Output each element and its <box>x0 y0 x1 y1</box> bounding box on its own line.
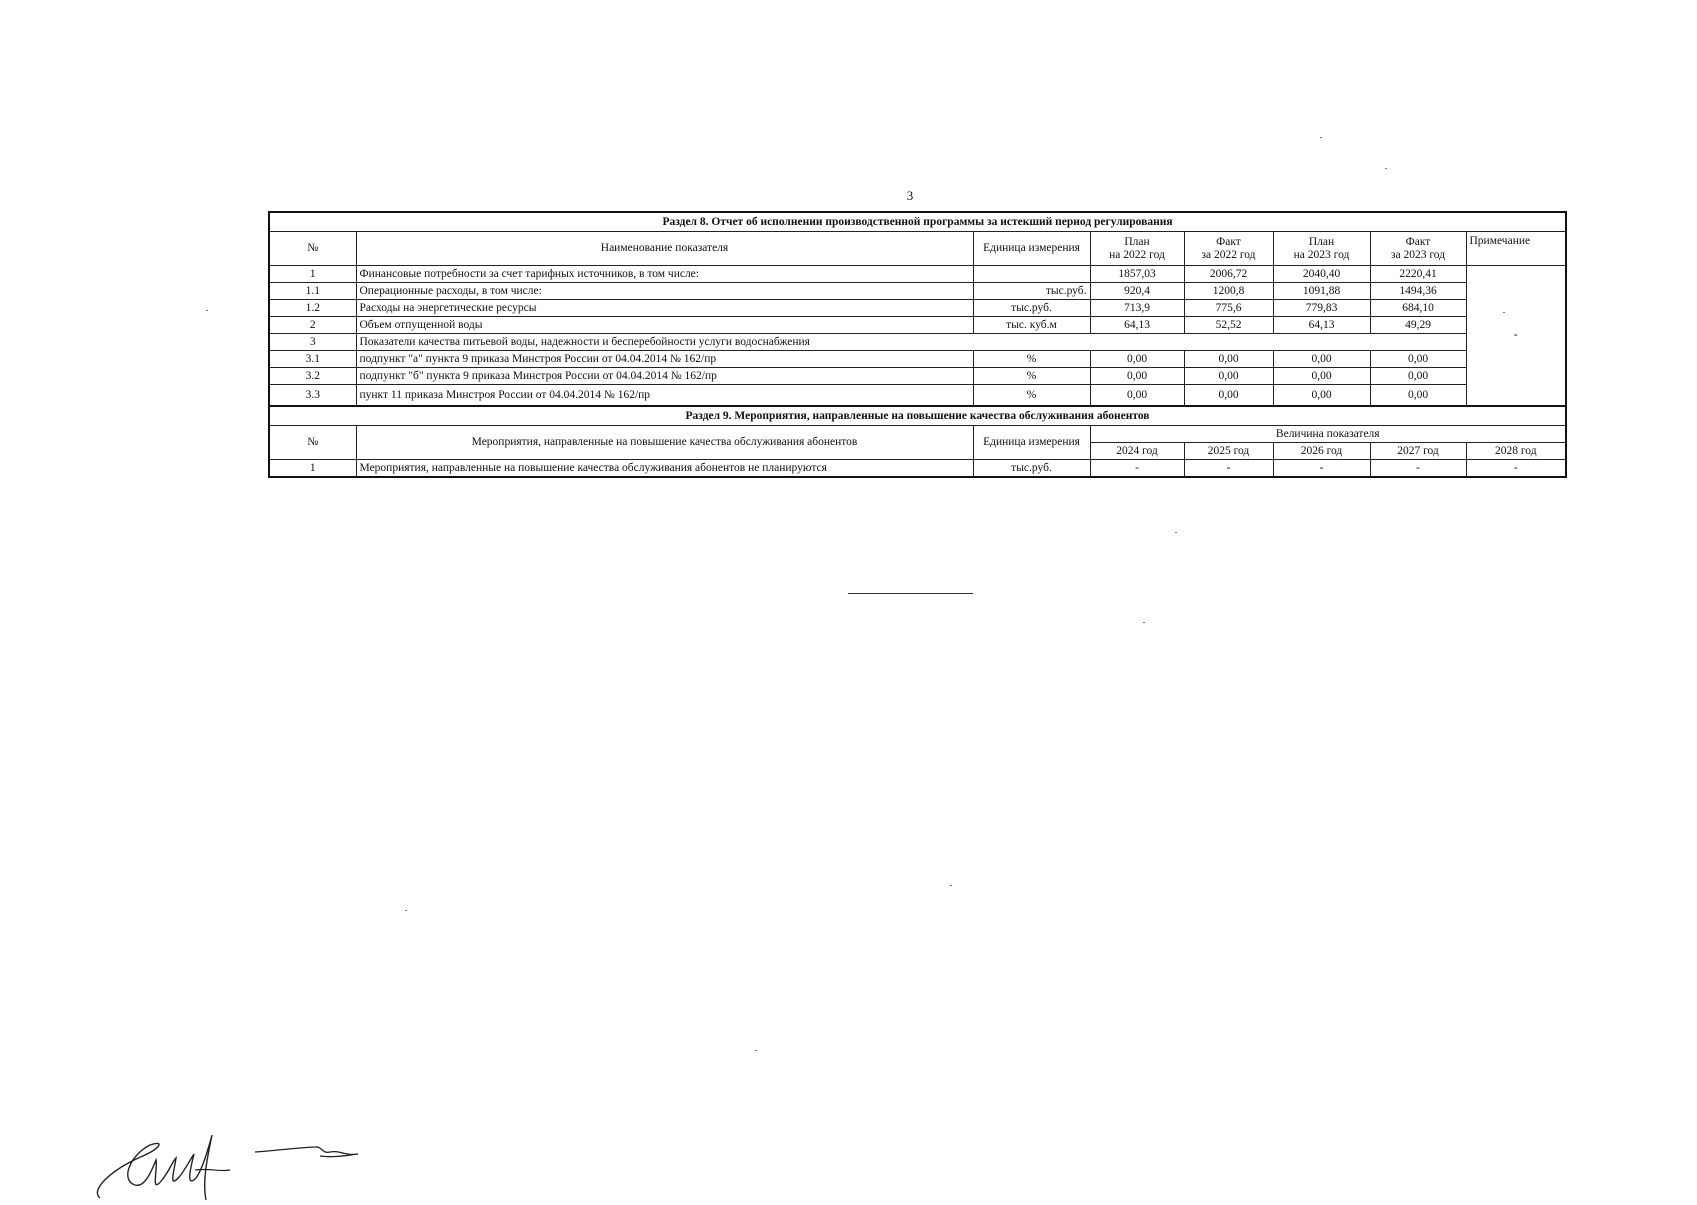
row-unit: тыс. куб.м <box>973 317 1090 334</box>
row-value: - <box>1466 460 1566 478</box>
row-num: 3.3 <box>269 385 356 407</box>
header-name: Наименование показателя <box>356 232 973 266</box>
row-plan-2023: 64,13 <box>1273 317 1370 334</box>
row-fact-2023: 0,00 <box>1370 351 1466 368</box>
header-num: № <box>269 426 356 460</box>
row-value: - <box>1184 460 1273 478</box>
row-plan-2022: 64,13 <box>1090 317 1184 334</box>
row-plan-2023: 0,00 <box>1273 385 1370 407</box>
row-fact-2022: 0,00 <box>1184 351 1273 368</box>
scan-speck <box>206 310 208 311</box>
section9-header-row <box>269 426 1566 443</box>
header-year: 2028 год <box>1466 443 1566 460</box>
row-unit: % <box>973 368 1090 385</box>
header-year: 2025 год <box>1184 443 1273 460</box>
header-year: 2027 год <box>1370 443 1466 460</box>
scan-speck <box>755 1050 757 1051</box>
header-note: Примечание <box>1466 232 1566 266</box>
row-num: 3 <box>269 334 356 351</box>
table-row <box>269 300 1566 317</box>
row-plan-2023: 0,00 <box>1273 368 1370 385</box>
header-num: № <box>269 232 356 266</box>
row-plan-2023: 0,00 <box>1273 351 1370 368</box>
row-name: пункт 11 приказа Минстроя России от 04.04.2014 № 162/пр <box>356 385 973 407</box>
row-plan-2022: 0,00 <box>1090 351 1184 368</box>
row-value: - <box>1273 460 1370 478</box>
row-fact-2022: 1200,8 <box>1184 283 1273 300</box>
row-name: Объем отпущенной воды <box>356 317 973 334</box>
header-name: Мероприятия, направленные на повышение качества обслуживания абонентов <box>356 426 973 460</box>
row-unit: % <box>973 351 1090 368</box>
row-fact-2023: 49,29 <box>1370 317 1466 334</box>
row-num: 3.2 <box>269 368 356 385</box>
scan-speck <box>1320 137 1322 138</box>
scan-speck <box>1503 312 1505 313</box>
header-plan-2023: План на 2023 год <box>1273 232 1370 266</box>
row-fact-2022: 0,00 <box>1184 368 1273 385</box>
footer-divider <box>848 593 973 594</box>
scan-speck <box>1385 168 1387 169</box>
table-row <box>269 334 1566 351</box>
row-num: 2 <box>269 317 356 334</box>
header-year: 2026 год <box>1273 443 1370 460</box>
note-value: - <box>1466 266 1566 407</box>
scan-speck <box>950 885 952 886</box>
table-row <box>269 266 1566 283</box>
row-num: 1 <box>269 266 356 283</box>
row-name: Операционные расходы, в том числе: <box>356 283 973 300</box>
header-fact-2023: Факт за 2023 год <box>1370 232 1466 266</box>
row-name: подпункт "б" пункта 9 приказа Минстроя России от 04.04.2014 № 162/пр <box>356 368 973 385</box>
row-num: 3.1 <box>269 351 356 368</box>
row-fact-2022: 0,00 <box>1184 385 1273 407</box>
header-year: 2024 год <box>1090 443 1184 460</box>
row-fact-2023: 684,10 <box>1370 300 1466 317</box>
section8-header-row <box>269 232 1566 266</box>
table-row <box>269 351 1566 368</box>
row-name: Финансовые потребности за счет тарифных источников, в том числе: <box>356 266 973 283</box>
page-number: 3 <box>906 188 914 203</box>
section9-title: Раздел 9. Мероприятия, направленные на повышение качества обслуживания абонентов <box>269 406 1566 426</box>
header-unit: Единица измерения <box>973 426 1090 460</box>
header-fact-2022: Факт за 2022 год <box>1184 232 1273 266</box>
row-name: Расходы на энергетические ресурсы <box>356 300 973 317</box>
row-plan-2022: 0,00 <box>1090 368 1184 385</box>
row-name: подпункт "а" пункта 9 приказа Минстроя России от 04.04.2014 № 162/пр <box>356 351 973 368</box>
row-fact-2023: 0,00 <box>1370 368 1466 385</box>
row-name: Показатели качества питьевой воды, надежности и бесперебойности услуги водоснабжения <box>356 334 1466 351</box>
scan-speck <box>1143 622 1145 623</box>
row-unit: тыс.руб. <box>973 283 1090 300</box>
row-fact-2023: 1494,36 <box>1370 283 1466 300</box>
row-num: 1.1 <box>269 283 356 300</box>
row-plan-2022: 1857,03 <box>1090 266 1184 283</box>
row-unit: тыс.руб. <box>973 460 1090 478</box>
table-row <box>269 460 1566 478</box>
report-table <box>268 211 1567 478</box>
row-unit: % <box>973 385 1090 407</box>
row-num: 1.2 <box>269 300 356 317</box>
row-plan-2022: 0,00 <box>1090 385 1184 407</box>
header-unit: Единица измерения <box>973 232 1090 266</box>
scan-speck <box>1175 532 1177 533</box>
signature <box>90 1110 380 1205</box>
row-plan-2022: 920,4 <box>1090 283 1184 300</box>
row-name: Мероприятия, направленные на повышение качества обслуживания абонентов не планируются <box>356 460 973 478</box>
table-row <box>269 368 1566 385</box>
row-plan-2023: 1091,88 <box>1273 283 1370 300</box>
row-value: - <box>1090 460 1184 478</box>
row-fact-2022: 52,52 <box>1184 317 1273 334</box>
row-unit <box>973 266 1090 283</box>
row-fact-2023: 0,00 <box>1370 385 1466 407</box>
section8-title: Раздел 8. Отчет об исполнении производственной программы за истекший период регулирования <box>269 212 1566 232</box>
row-unit: тыс.руб. <box>973 300 1090 317</box>
table-row <box>269 385 1566 407</box>
row-plan-2023: 779,83 <box>1273 300 1370 317</box>
scan-speck <box>405 910 407 911</box>
row-plan-2022: 713,9 <box>1090 300 1184 317</box>
row-plan-2023: 2040,40 <box>1273 266 1370 283</box>
header-value-group: Величина показателя <box>1090 426 1566 443</box>
row-fact-2023: 2220,41 <box>1370 266 1466 283</box>
row-value: - <box>1370 460 1466 478</box>
table-row <box>269 283 1566 300</box>
row-fact-2022: 775,6 <box>1184 300 1273 317</box>
row-fact-2022: 2006,72 <box>1184 266 1273 283</box>
header-plan-2022: План на 2022 год <box>1090 232 1184 266</box>
row-num: 1 <box>269 460 356 478</box>
table-row <box>269 317 1566 334</box>
